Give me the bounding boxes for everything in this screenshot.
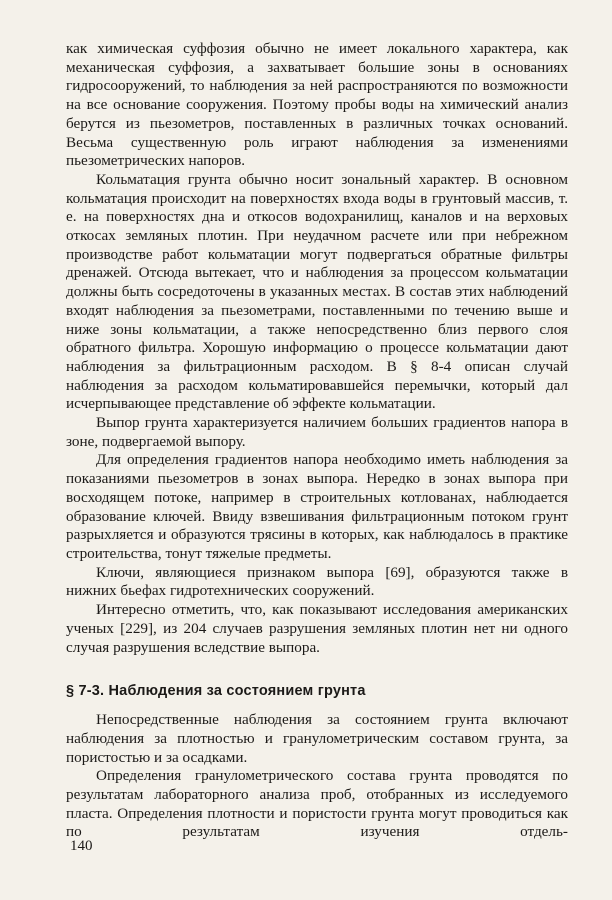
paragraph-direct-observations: Непосредственные наблюдения за состоянием грунта включают наблюдения за плотностью и гранулометрическим составом грунта, за пористостью и за осадками. xyxy=(66,711,568,766)
page-number: 140 xyxy=(70,838,93,854)
paragraph-springs: Ключи, являющиеся признаком выпора [69], образуются также в нижних бьефах гидротехнических сооружений. xyxy=(66,563,568,600)
paragraph-colmatation: Кольматация грунта обычно носит зональный характер. В основном кольматация происходит на поверхностях входа воды в грунтовый массив, т. е. на поверхностях дна и откосов водохранилищ, каналов и на верховых откосах земляных плотин. При неудачном расчете или при небрежном производстве работ кольматации могут подвергаться обратные фильтры дренажей. Отсюда вытекает, что и наблюдения за процессом кольматации должны быть сосредоточены в указанных местах. В состав этих наблюдений входят наблюдения за пьезометрами, поставленными по течению выше и ниже зоны кольматации, а также непосредственно близ первого слоя обратного фильтра. Хорошую информацию о процессе кольматации дают наблюдения за фильтрационным расходом. В § 8-4 описан случай наблюдения за расходом кольматировавшейся перемычки, который дал исчерпывающее представление об эффекте кольматации. xyxy=(66,170,568,413)
paragraph-uplift-definition: Выпор грунта характеризуется наличием больших градиентов напора в зоне, подвергаемой выпору. xyxy=(66,414,568,450)
paragraph-granulometry: Определения гранулометрического состава грунта проводятся по результатам лабораторного анализа проб, отобранных из исследуемого пласта. Определения плотности и пористости грунта могут проводиться как по результатам изучения отдель- xyxy=(66,767,568,841)
paragraph-american-study: Интересно отметить, что, как показывают исследования американских ученых [229], из 204 случаев разрушения земляных плотин нет ни одного случая разрушения вследствие выпора. xyxy=(66,601,568,656)
paragraph-uplift-gradients: Для определения градиентов напора необходимо иметь наблюдения за показаниями пьезометров в зонах выпора. Нередко в зонах выпора при восходящем потоке, например в строительных котлованах, наблюдается образование ключей. Ввиду взвешивания фильтрационным потоком грунт разрыхляется и образуются трясины в которых, как наблюдалось в практике строительства, тонут тяжелые предметы. xyxy=(66,451,568,562)
paragraph-suffosion: как химическая суффозия обычно не имеет локального характера, как механическая суффозия, а захватывает большие зоны в основаниях гидросооружений, то наблюдения за ней распространяются по возможности на все основание сооружения. Поэтому пробы воды на химический анализ берутся из пьезометров, поставленных в различных точках оснований. Весьма существенную роль играют наблюдения за изменениями пьезометрических напоров. xyxy=(66,40,568,170)
section-heading: § 7-3. Наблюдения за состоянием грунта xyxy=(66,683,366,700)
